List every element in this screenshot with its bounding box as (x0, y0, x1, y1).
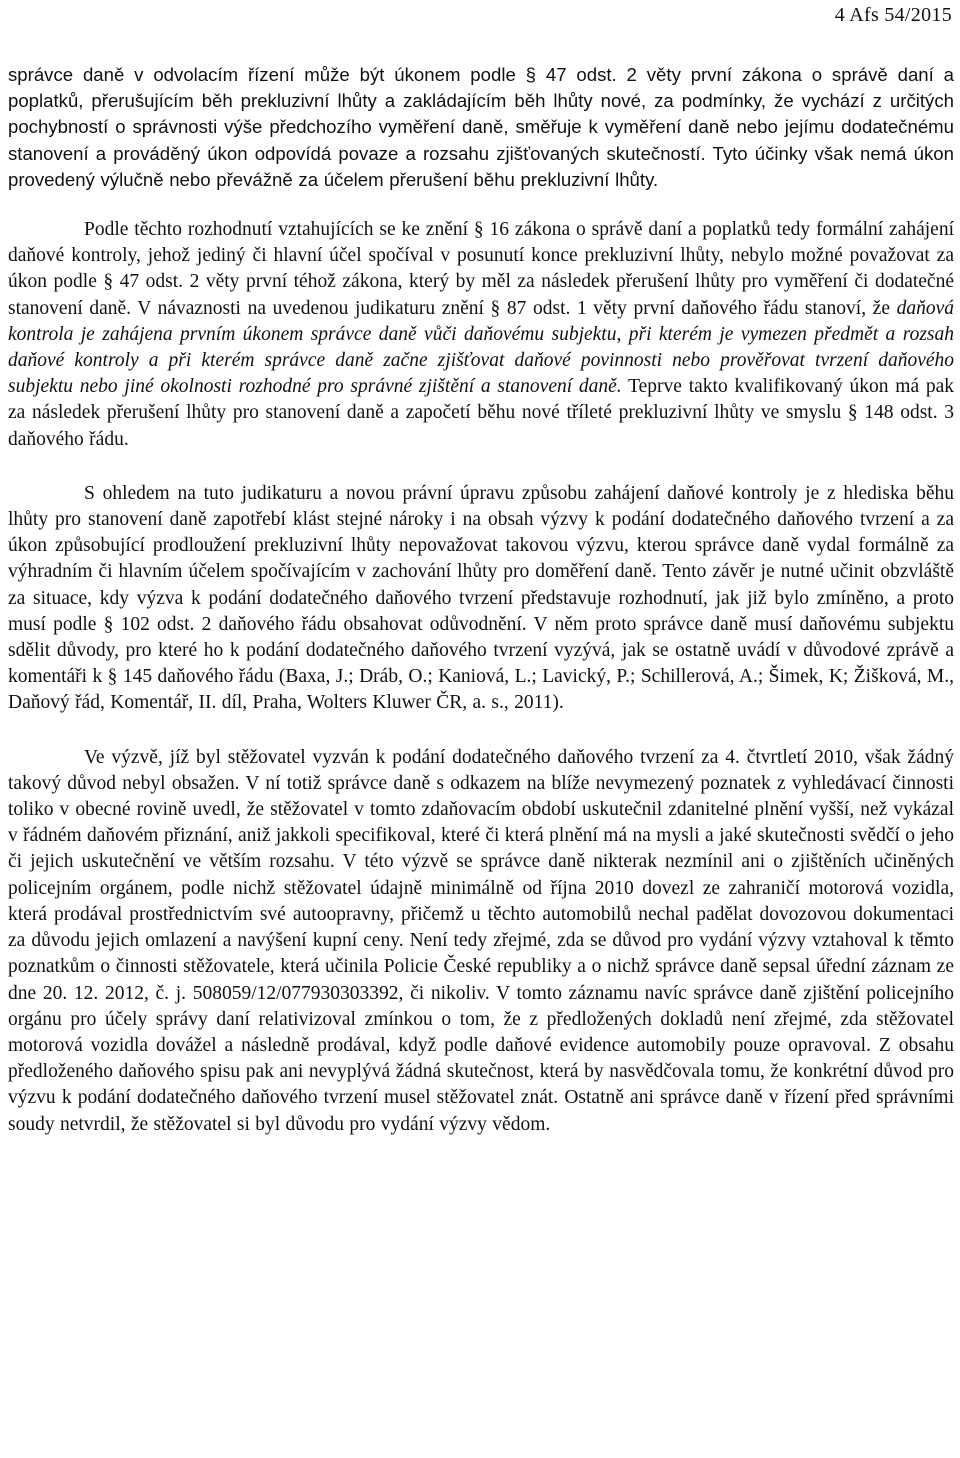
paragraph-text: Teprve takto kvalifikovaný úkon má pak za následek přerušení lhůty pro stanovení daně a započetí běhu nové tříleté prekluzivní lhůty ve smyslu § 148 odst. 3 daňového řádu. (8, 376, 955, 450)
paragraph-3 (8, 481, 954, 717)
paragraph-1 (8, 62, 954, 193)
paragraph-text: Podle těchto rozhodnutí vztahujících se ke znění § 16 zákona o správě daní a poplatků tedy formální zahájení daňové kontroly, jehož jediný či hlavní účel spočíval v posunutí konce prekluzivní lhůty, nebylo možné považovat za úkon podle § 47 odst. 2 věty první téhož zákona, který by měl za následek přerušení lhůty pro vyměření či dodatečné stanovení daně. V návaznosti na uvedenou judikaturu znění § 87 odst. 1 věty první daňového řádu stanoví, že (8, 219, 954, 319)
paragraph-4 (8, 745, 954, 1138)
paragraph-text: S ohledem na tuto judikaturu a novou právní úpravu způsobu zahájení daňové kontroly je z hlediska běhu lhůty pro stanovení daně zapotřebí klást stejné nároky i na obsah výzvy k podání dodatečného daňového tvrzení a za úkon způsobující prodloužení prekluzivní lhůty nepovažovat takovou výzvu, kterou správce daně vydal formálně za výhradním či hlavním účelem spočívajícím v zachování lhůty pro doměření daně. Tento závěr je nutné učinit obzvláště za situace, kdy výzva k podání dodatečného daňového tvrzení představuje rozhodnutí, jak již bylo zmíněno, a proto musí podle § 102 odst. 2 daňového řádu obsahovat odůvodnění. V něm proto správce daně musí daňovému subjektu sdělit důvody, pro které ho k podání dodatečného daňového tvrzení vyzývá, jak se ostatně uvádí v důvodové zprávě a komentáři k § 145 daňového řádu (Baxa, J.; Dráb, O.; Kaniová, L.; Lavický, P.; Schillerová, A.; Šimek, K; Žišková, M., Daňový řád, Komentář, II. díl, Praha, Wolters Kluwer ČR, a. s., 2011). (8, 482, 954, 714)
paragraph-text: Ve výzvě, jíž byl stěžovatel vyzván k podání dodatečného daňového tvrzení za 4. čtvrtletí 2010, však žádný takový důvod nebyl obsažen. V ní totiž správce daně s odkazem na blíže nevymezený poznatek z vyhledávací činnosti toliko v obecné rovině uvedl, že stěžovatel v tomto zdaňovacím období uskutečnil zdanitelné plnění vyšší, než vykázal v řádném daňovém přiznání, aniž jakkoli specifikoval, které či která plnění má na mysli a jaké skutečnosti svědčí o jeho či jejich uskutečnění ve větším rozsahu. V této výzvě se správce daně nikterak nezmínil ani o zjištěních učiněných policejním orgánem, podle nichž stěžovatel údajně minimálně od října 2010 dovezl ze zahraničí motorová vozidla, která prodával prostřednictvím své autoopravny, přičemž u těchto automobilů nechal padělat dovozovou dokumentaci za důvodu jejich omlazení a navýšení kupní ceny. Není tedy zřejmé, zda se důvod pro vydání výzvy vztahoval k těmto poznatkům o činnosti stěžovatele, která učinila Policie České republiky a o nichž správce daně sepsal úřední záznam ze dne 20. 12. 2012, č. j. 508059/12/077930303392, či nikoliv. V tomto záznamu navíc správce daně zjištění policejního orgánu pro účely správy daní relativizoval zmínkou o tom, že z předložených dokladů není zřejmé, zda stěžovatel motorová vozidla dovážel a následně prodával, když podle daňové evidence automobily pouze opravoval. Z obsahu předloženého daňového spisu pak ani nevyplývá žádná skutečnost, která by nasvědčovala tomu, že konkrétní důvod pro výzvu k podání dodatečného daňového tvrzení musel stěžovatel znát. Ostatně ani správce daně v řízení před správními soudy netvrdil, že stěžovatel si byl důvodu pro vydání výzvy vědom. (8, 746, 954, 1135)
paragraph-2 (8, 217, 954, 453)
document-body (8, 62, 954, 1138)
case-number: 4 Afs 54/2015 (834, 4, 952, 26)
statute-quotation: daňová kontrola je zahájena prvním úkonem správce daně vůči daňovému subjektu, při kterém je vymezen předmět a rozsah daňové kontroly a při kterém správce daně začne zjišťovat daňové povinnosti nebo prověřovat tvrzení daňového subjektu nebo jiné okolnosti rozhodné pro správné zjištění a stanovení daně. (8, 297, 954, 398)
paragraph-text: správce daně v odvolacím řízení může být úkonem podle § 47 odst. 2 věty první zákona o správě daní a poplatků, přerušujícím běh prekluzivní lhůty a zakládajícím běh lhůty nové, za podmínky, že vychází z určitých pochybností o správnosti výše předchozího vyměření daně, směřuje k vyměření daně nebo jejímu dodatečnému stanovení a prováděný úkon odpovídá povaze a rozsahu zjišťovaných skutečností. Tyto účinky však nemá úkon provedený výlučně nebo převážně za účelem přerušení běhu prekluzivní lhůty. (8, 64, 954, 190)
